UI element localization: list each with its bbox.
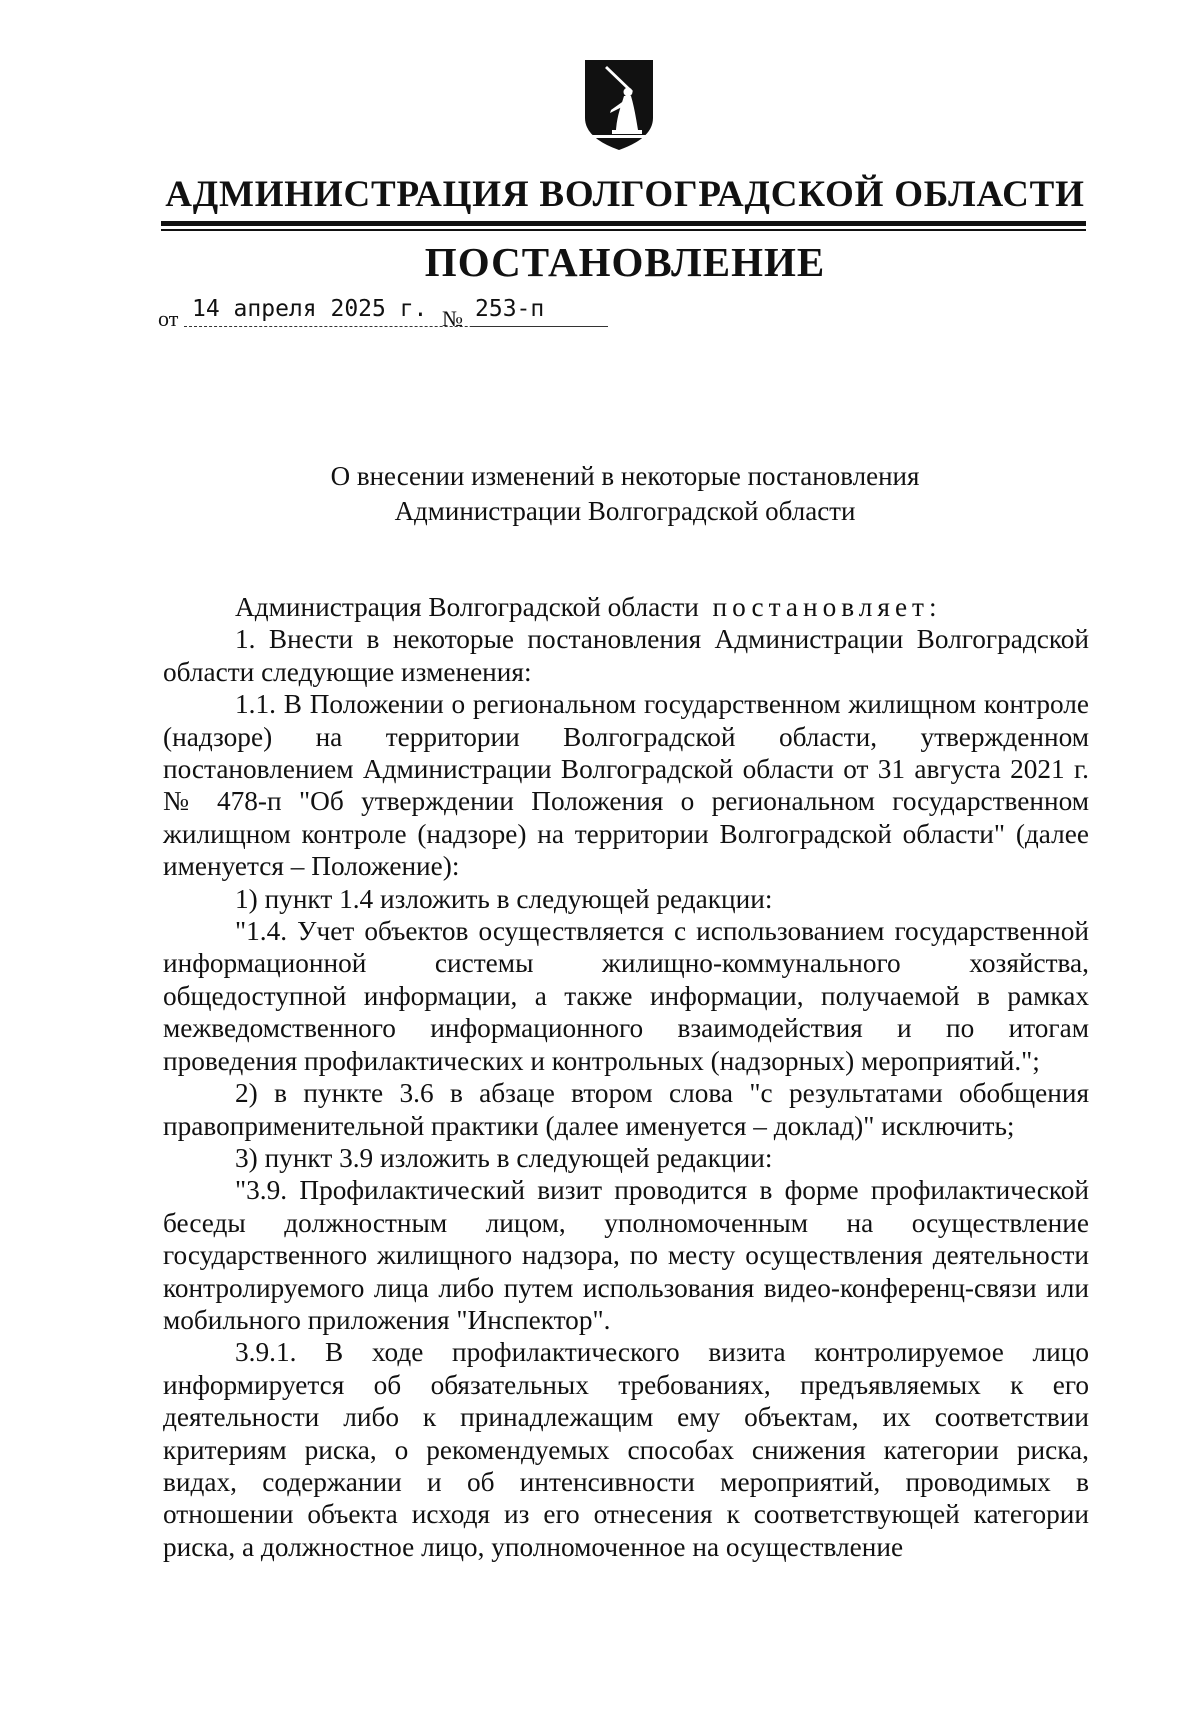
number-prefix: № bbox=[442, 306, 463, 331]
body-paragraph: 1.1. В Положении о региональном государственном жилищном контроле (надзоре) на территории Волгоградской области, утвержденном постановлением Администрации Волгоградской области от 31 августа 2021 г. № 478-п "Об утверждении Положения о региональном государственном жилищном контроле (надзоре) на территории Волгоградской области" (далее именуется – Положение): bbox=[163, 689, 1089, 882]
body-paragraph: 3) пункт 3.9 изложить в следующей редакции: bbox=[235, 1142, 773, 1173]
body-paragraph: 3.9.1. В ходе профилактического визита контролируемое лицо информируется об обязательных требованиях, предъявляемых к его деятельности либо к принадлежащим ему объектам, их соответствии критериям риска, о рекомендуемых способах снижения категории риска, видах, содержании и об интенсивности мероприятий, проводимых в отношении объекта исходя из его отнесения к соответствующей категории риска, а должностное лицо, уполномоченное на осуществление bbox=[163, 1337, 1089, 1562]
document-body bbox=[163, 591, 1089, 1563]
subject-line-2: Администрации Волгоградской области bbox=[394, 496, 856, 526]
header-rule-thick bbox=[161, 221, 1086, 226]
body-paragraph: "1.4. Учет объектов осуществляется с использованием государственной информационной системы жилищно-коммунального хозяйства, общедоступной информации, а также информации, получаемой в рамках межведомственного информационного взаимодействия и по итогам проведения профилактических и контрольных (надзорных) мероприятий."; bbox=[163, 916, 1089, 1076]
organization-title: АДМИНИСТРАЦИЯ ВОЛГОГРАДСКОЙ ОБЛАСТИ bbox=[165, 174, 1085, 215]
number-underline bbox=[470, 326, 608, 327]
body-paragraph: "3.9. Профилактический визит проводится в форме профилактической беседы должностным лицом, уполномоченным на осуществление государственного жилищного надзора, по месту осуществления деятельности контролируемого лица либо путем использования видео-конференц-связи или мобильного приложения "Инспектор". bbox=[163, 1175, 1089, 1335]
subject-line-1: О внесении изменений в некоторые постановления bbox=[330, 461, 920, 491]
date-number-line bbox=[158, 296, 618, 330]
volgograd-coat-of-arms-icon bbox=[581, 58, 657, 152]
body-paragraph: 1. Внести в некоторые постановления Администрации Волгоградской области следующие изменения: bbox=[163, 624, 1089, 687]
intro-subject: Администрация Волгоградской области bbox=[235, 592, 699, 622]
document-type-title: ПОСТАНОВЛЕНИЕ bbox=[424, 239, 826, 285]
date-prefix: от bbox=[158, 306, 179, 331]
document-subject bbox=[160, 459, 1090, 529]
header-rule-thin bbox=[161, 229, 1086, 231]
document-date: 14 апреля 2025 г. bbox=[192, 296, 428, 322]
document-number: 253-п bbox=[475, 296, 545, 322]
body-paragraph: 1) пункт 1.4 изложить в следующей редакции: bbox=[235, 883, 773, 914]
body-paragraph: 2) в пункте 3.6 в абзаце втором слова "с результатами обобщения правоприменительной практики (далее именуется – доклад)" исключить; bbox=[163, 1078, 1089, 1141]
intro-paragraph bbox=[163, 591, 1089, 623]
intro-verb: постановляет: bbox=[712, 592, 942, 622]
